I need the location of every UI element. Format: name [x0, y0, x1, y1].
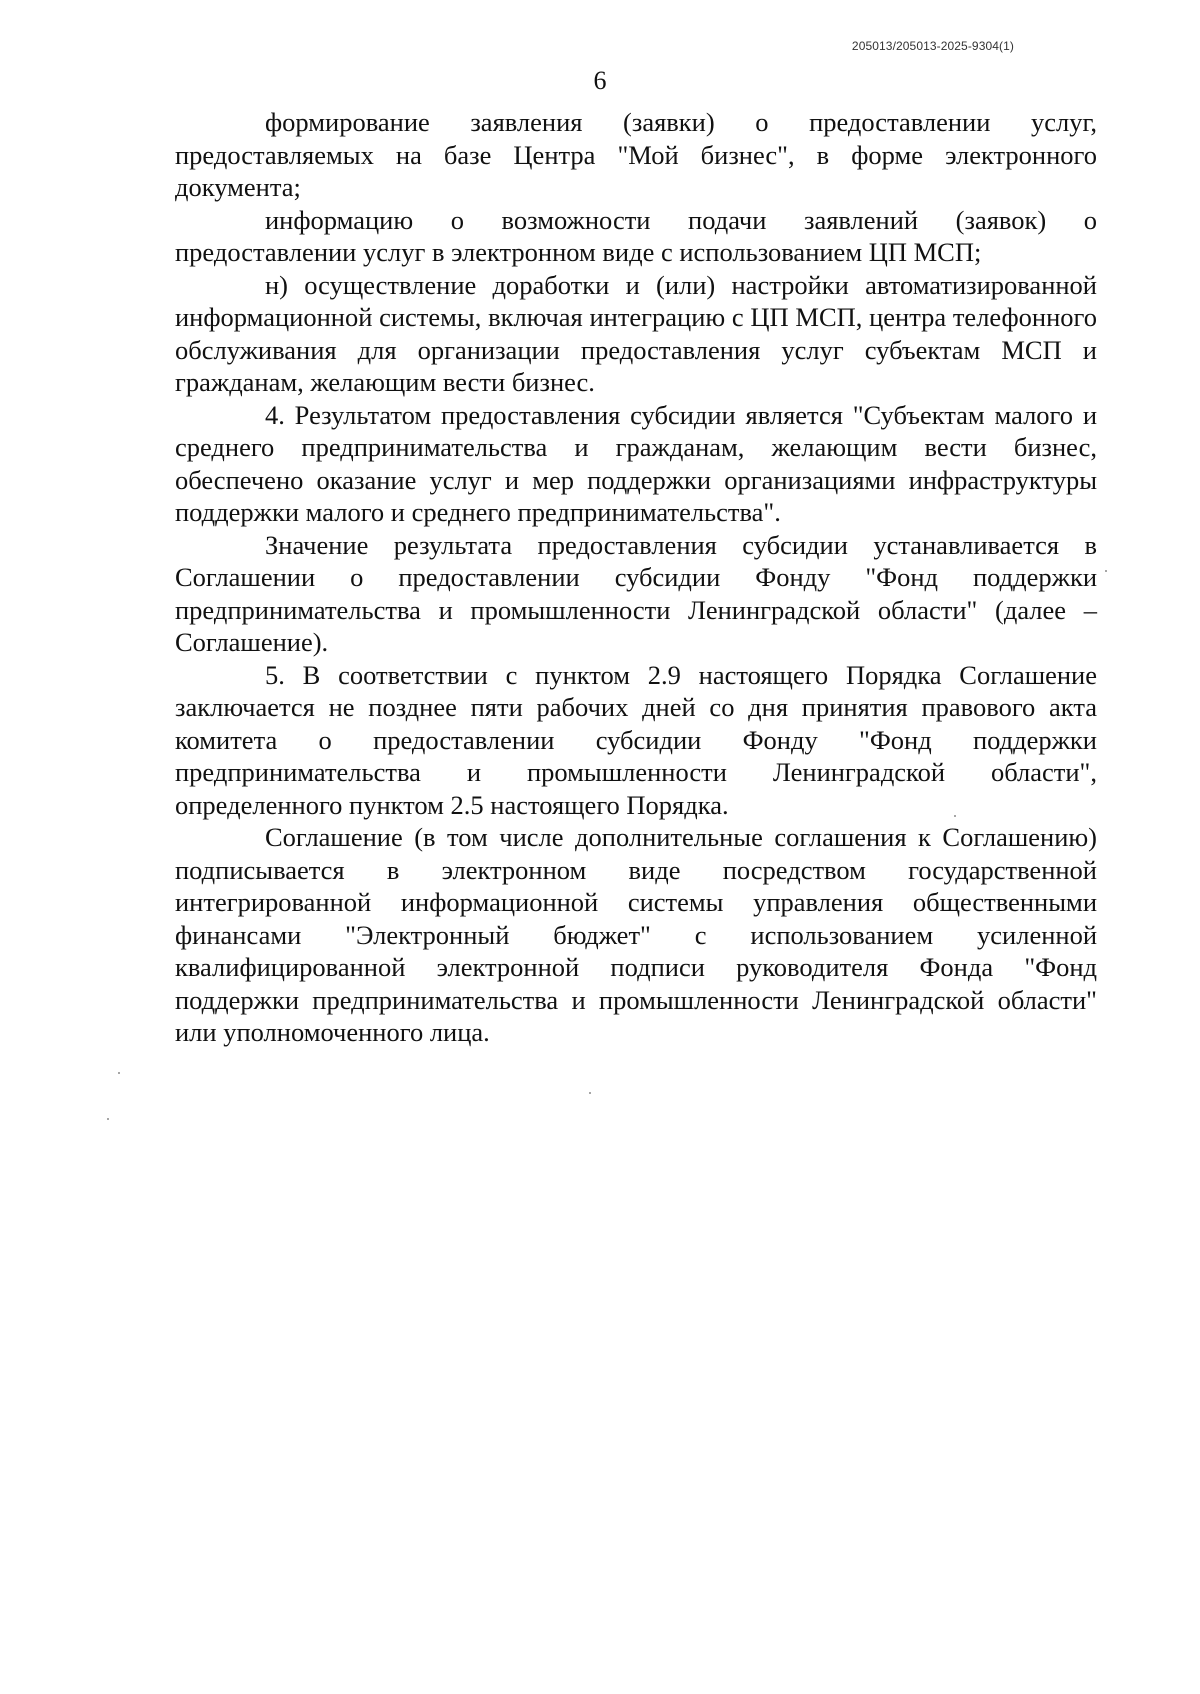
scan-speck: [954, 815, 956, 817]
page-number: 6: [593, 66, 607, 95]
paragraph: Значение результата предоставления субсидии устанавливается в Соглашении о предоставлении субсидии Фонду "Фонд поддержки предпринимательства и промышленности Ленинградской области" (далее – Соглашение).: [175, 529, 1097, 657]
document-id: 205013/205013-2025-9304(1): [851, 39, 1014, 53]
scan-speck: [589, 1092, 591, 1094]
scan-speck: [1105, 570, 1107, 572]
paragraph: н) осуществление доработки и (или) настройки автоматизированной информационной системы, включая интеграцию с ЦП МСП, центра телефонного обслуживания для организации предоставления услуг субъектам МСП и гражданам, желающим вести бизнес.: [175, 269, 1097, 397]
paragraph: формирование заявления (заявки) о предоставлении услуг, предоставляемых на базе Центра "Мой бизнес", в форме электронного документа;: [175, 107, 1097, 202]
scan-speck: [107, 1118, 109, 1120]
paragraph: Соглашение (в том числе дополнительные соглашения к Соглашению) подписывается в электронном виде посредством государственной интегрированной информационной системы управления общественными финансами "Электронный бюджет" с использованием усиленной квалифицированной электронной подписи руководителя Фонда "Фонд поддержки предпринимательства и промышленности Ленинградской области" или уполномоченного лица.: [175, 822, 1097, 1047]
paragraph: 4. Результатом предоставления субсидии является "Субъектам малого и среднего предпринимательства и гражданам, желающим вести бизнес, обеспечено оказание услуг и мер поддержки организациями инфраструктуры поддержки малого и среднего предпринимательства".: [175, 399, 1097, 527]
scan-speck: [118, 1072, 120, 1074]
document-body: [175, 106, 1097, 1049]
paragraph: информацию о возможности подачи заявлений (заявок) о предоставлении услуг в электронном виде с использованием ЦП МСП;: [175, 204, 1097, 267]
paragraph: 5. В соответствии с пунктом 2.9 настоящего Порядка Соглашение заключается не позднее пяти рабочих дней со дня принятия правового акта комитета о предоставлении субсидии Фонду "Фонд поддержки предпринимательства и промышленности Ленинградской области", определенного пунктом 2.5 настоящего Порядка.: [175, 659, 1097, 820]
